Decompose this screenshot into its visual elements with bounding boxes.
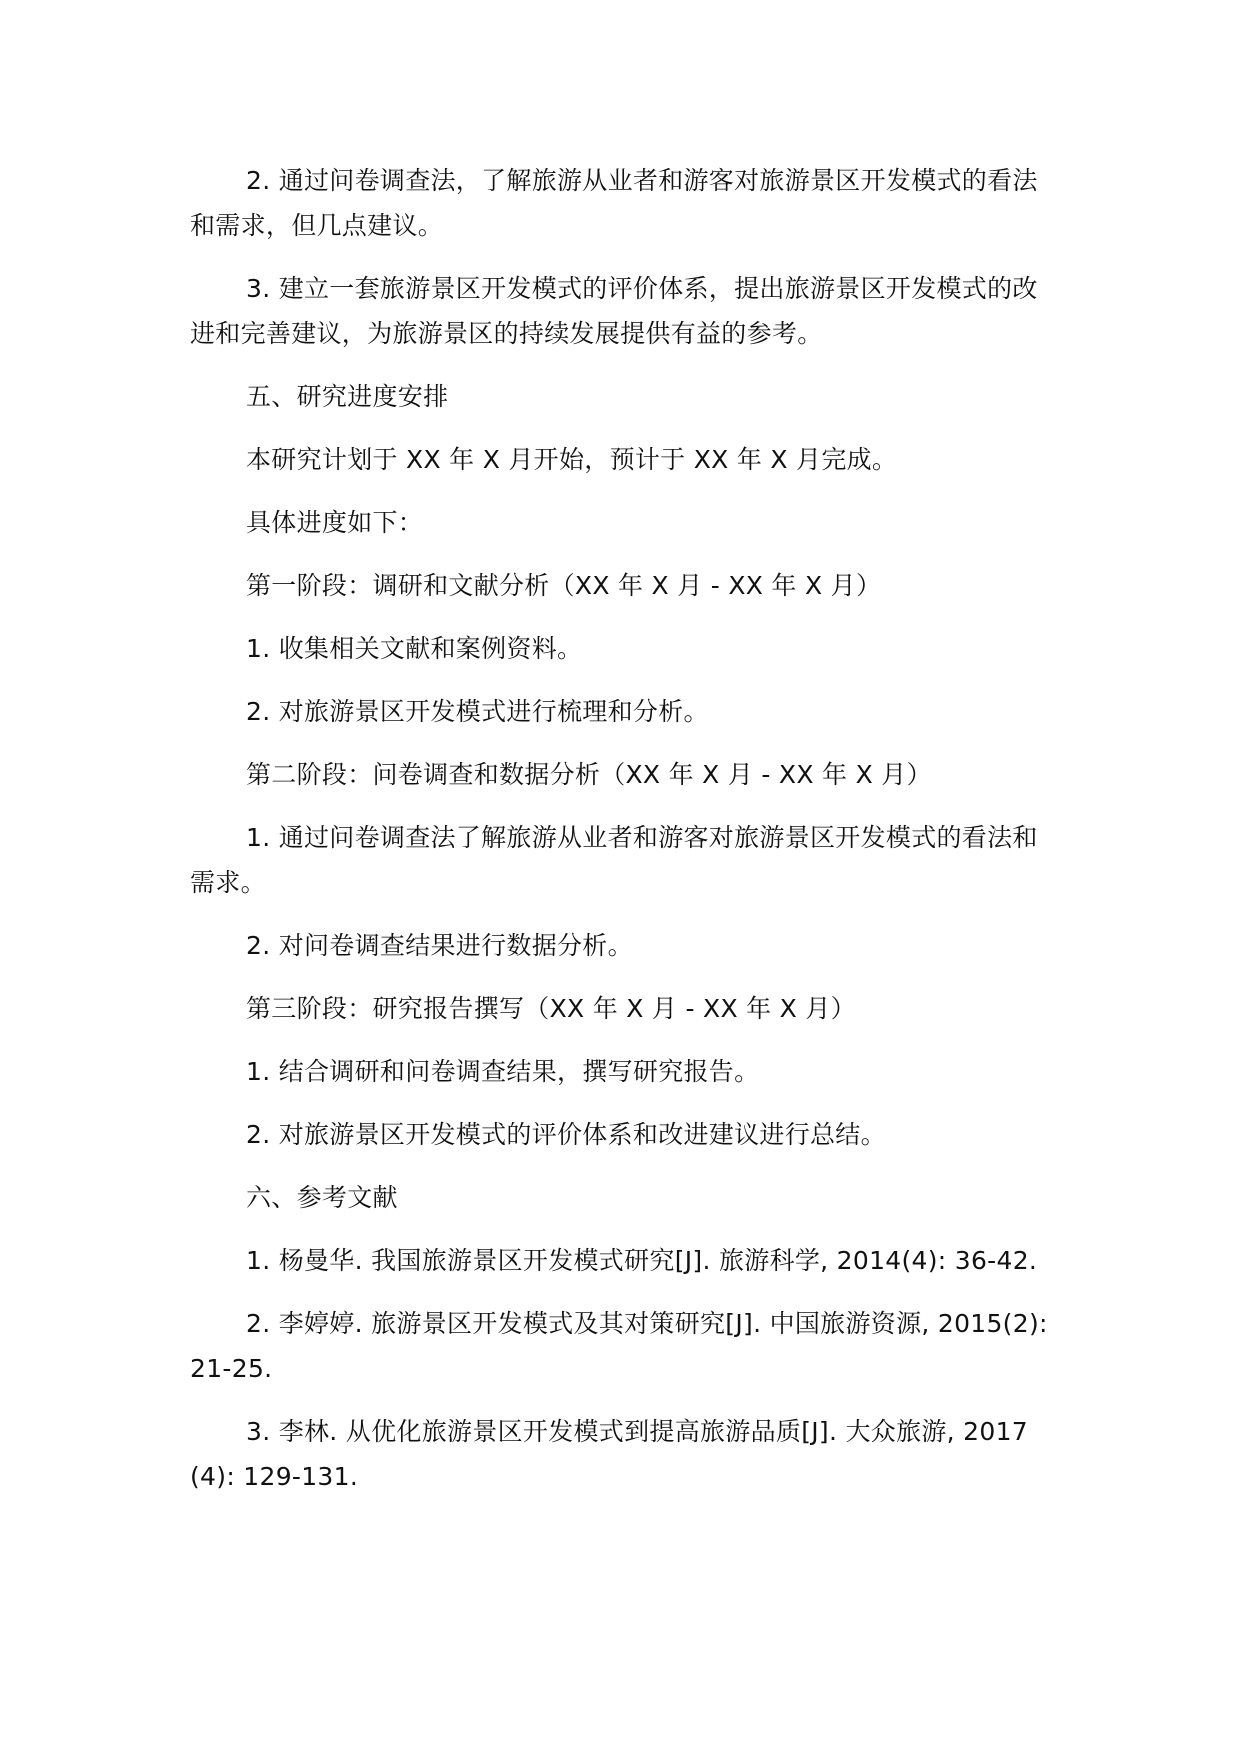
section-heading-references: 六、参考文献 xyxy=(246,1183,398,1212)
phase-heading-3: 第三阶段：研究报告撰写（XX 年 X 月 - XX 年 X 月） xyxy=(246,994,856,1023)
phase-1-item-2: 2. 对旅游景区开发模式进行梳理和分析。 xyxy=(246,697,709,726)
phase-heading-2: 第二阶段：问卷调查和数据分析（XX 年 X 月 - XX 年 X 月） xyxy=(246,760,932,789)
phase-3-item-1: 1. 结合调研和问卷调查结果，撰写研究报告。 xyxy=(246,1057,760,1086)
phase-3-item-2: 2. 对旅游景区开发模式的评价体系和改进建议进行总结。 xyxy=(246,1120,886,1149)
paragraph-schedule-intro: 具体进度如下： xyxy=(246,508,424,537)
reference-2: 2. 李婷婷. 旅游景区开发模式及其对策研究[J]. 中国旅游资源, 2015(2): 21-25. xyxy=(190,1309,1048,1383)
reference-1: 1. 杨曼华. 我国旅游景区开发模式研究[J]. 旅游科学, 2014(4): 36-42. xyxy=(246,1246,1038,1275)
phase-2-item-1: 1. 通过问卷调查法了解旅游从业者和游客对旅游景区开发模式的看法和需求。 xyxy=(190,823,1038,897)
paragraph-schedule-overview: 本研究计划于 XX 年 X 月开始，预计于 XX 年 X 月完成。 xyxy=(246,445,898,474)
phase-heading-1: 第一阶段：调研和文献分析（XX 年 X 月 - XX 年 X 月） xyxy=(246,571,882,600)
section-heading-schedule: 五、研究进度安排 xyxy=(246,382,449,411)
document-page xyxy=(190,158,1050,1517)
phase-2-item-2: 2. 对问卷调查结果进行数据分析。 xyxy=(246,931,633,960)
reference-3: 3. 李林. 从优化旅游景区开发模式到提高旅游品质[J]. 大众旅游, 2017(4): 129-131. xyxy=(190,1417,1028,1491)
paragraph-objective-3: 3. 建立一套旅游景区开发模式的评价体系，提出旅游景区开发模式的改进和完善建议，为旅游景区的持续发展提供有益的参考。 xyxy=(190,274,1038,348)
paragraph-objective-2: 2. 通过问卷调查法，了解旅游从业者和游客对旅游景区开发模式的看法和需求，但几点建议。 xyxy=(190,166,1038,240)
phase-1-item-1: 1. 收集相关文献和案例资料。 xyxy=(246,634,583,663)
